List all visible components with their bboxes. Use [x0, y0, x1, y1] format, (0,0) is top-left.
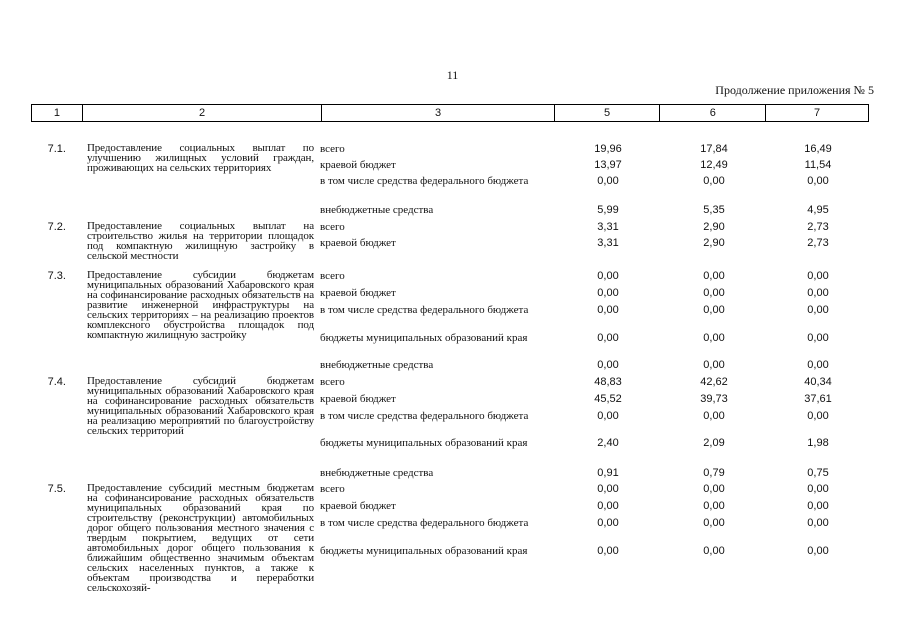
- row-description: Предоставление социальных выплат по улучшению жилищных условий граждан, проживающих на сельских территориях: [86, 142, 314, 174]
- header-col-2: 2: [83, 105, 322, 121]
- funding-lines: [320, 376, 869, 483]
- funding-source-label: внебюджетные средства: [320, 204, 434, 216]
- value-col-5: 5,99: [597, 204, 619, 216]
- value-col-6: 0,00: [703, 410, 725, 422]
- funding-line: [320, 359, 869, 376]
- funding-line: [320, 393, 869, 410]
- value-col-6: 0,00: [703, 175, 725, 187]
- value-col-5: 3,31: [597, 221, 619, 233]
- funding-source-label: краевой бюджет: [320, 500, 396, 512]
- value-col-7: 0,00: [807, 175, 829, 187]
- page-number: 11: [446, 68, 459, 82]
- value-col-5: 2,40: [597, 437, 619, 449]
- funding-line: [320, 437, 869, 467]
- funding-source-label: краевой бюджет: [320, 287, 396, 299]
- funding-line: [320, 221, 869, 237]
- value-col-7: 0,00: [807, 483, 829, 495]
- value-col-5: 0,00: [597, 175, 619, 187]
- row-description: Предоставление субсидий местным бюджетам на софинансирование расходных обязательств муниципальных образований края по строительству (реконструкции) автомобильных дорог общего пользования местного значения с твердым покрытием, ведущих от сети автомобильных дорог общего пользования к ближайшим общественно значимым объектам сельских населенных пунктов, а также к объектам производства и переработки сельскохозяй-: [86, 482, 314, 594]
- funding-line: [320, 287, 869, 304]
- funding-line: [320, 304, 869, 332]
- value-col-6: 0,00: [703, 483, 725, 495]
- value-col-6: 39,73: [700, 393, 728, 405]
- funding-lines: [320, 270, 869, 376]
- funding-line: [320, 500, 869, 517]
- funding-line: [320, 270, 869, 287]
- funding-source-label: всего: [320, 483, 345, 495]
- value-col-6: 0,00: [703, 517, 725, 529]
- value-col-6: 12,49: [700, 159, 728, 171]
- value-col-6: 0,00: [703, 287, 725, 299]
- value-col-7: 0,00: [807, 304, 829, 316]
- value-col-7: 2,73: [807, 237, 829, 249]
- funding-line: [320, 159, 869, 175]
- value-col-6: 5,35: [703, 204, 725, 216]
- funding-line: [320, 237, 869, 270]
- value-col-5: 0,91: [597, 467, 619, 479]
- value-col-7: 11,54: [804, 159, 832, 171]
- header-col-7: 7: [814, 107, 821, 119]
- header-col-5: 5: [555, 105, 661, 121]
- funding-line: [320, 545, 869, 572]
- header-col-1: 1: [32, 105, 83, 121]
- funding-line: [320, 467, 869, 483]
- continuation-label: Продолжение приложения № 5: [715, 83, 874, 97]
- value-col-5: 13,97: [594, 159, 622, 171]
- value-col-6: 0,00: [703, 332, 725, 344]
- value-col-5: 0,00: [597, 270, 619, 282]
- value-col-7: 0,00: [807, 545, 829, 557]
- funding-source-label: краевой бюджет: [320, 237, 396, 249]
- funding-source-label: внебюджетные средства: [320, 467, 434, 479]
- funding-line: [320, 376, 869, 393]
- value-col-7: 0,00: [807, 500, 829, 512]
- funding-source-label: в том числе средства федерального бюджета: [320, 304, 529, 316]
- value-col-6: 0,00: [703, 500, 725, 512]
- table-row: [31, 221, 869, 270]
- funding-line: [320, 483, 869, 500]
- value-col-7: 0,00: [807, 332, 829, 344]
- funding-source-label: бюджеты муниципальных образований края: [320, 437, 528, 449]
- funding-line: [320, 175, 869, 204]
- value-col-6: 0,00: [703, 545, 725, 557]
- value-col-5: 0,00: [597, 359, 619, 371]
- value-col-5: 0,00: [597, 500, 619, 512]
- row-number: 7.1.: [47, 143, 66, 155]
- funding-line: [320, 517, 869, 545]
- value-col-7: 37,61: [804, 393, 832, 405]
- value-col-7: 0,00: [807, 359, 829, 371]
- value-col-6: 0,00: [703, 270, 725, 282]
- value-col-5: 0,00: [597, 517, 619, 529]
- funding-line: [320, 332, 869, 359]
- row-number: 7.5.: [47, 483, 66, 495]
- value-col-5: 48,83: [594, 376, 622, 388]
- value-col-7: 2,73: [807, 221, 829, 233]
- value-col-6: 2,90: [703, 237, 725, 249]
- row-description: Предоставление субсидий бюджетам муниципальных образований Хабаровского края на софинансирование расходных обязательств муниципальных образований Хабаровского края на реализацию мероприятий по благоустройству сельских территорий: [86, 375, 314, 437]
- value-col-7: 0,75: [807, 467, 829, 479]
- row-number: 7.2.: [47, 221, 66, 233]
- funding-source-label: всего: [320, 143, 345, 155]
- value-col-7: 1,98: [807, 437, 829, 449]
- value-col-5: 19,96: [594, 143, 622, 155]
- value-col-6: 42,62: [700, 376, 728, 388]
- value-col-6: 0,00: [703, 304, 725, 316]
- value-col-7: 0,00: [807, 270, 829, 282]
- row-number: 7.3.: [47, 270, 66, 282]
- header-col-6: 6: [660, 105, 766, 121]
- value-col-7: 4,95: [807, 204, 829, 216]
- value-col-5: 45,52: [594, 393, 622, 405]
- value-col-5: 0,00: [597, 483, 619, 495]
- funding-source-label: всего: [320, 376, 345, 388]
- value-col-7: 16,49: [804, 143, 832, 155]
- funding-source-label: в том числе средства федерального бюджета: [320, 410, 529, 422]
- table-row: [31, 376, 869, 483]
- value-col-5: 0,00: [597, 287, 619, 299]
- funding-source-label: всего: [320, 270, 345, 282]
- funding-source-label: всего: [320, 221, 345, 233]
- value-col-6: 0,79: [703, 467, 725, 479]
- funding-line: [320, 204, 869, 221]
- funding-source-label: краевой бюджет: [320, 159, 396, 171]
- value-col-6: 17,84: [700, 143, 728, 155]
- funding-source-label: бюджеты муниципальных образований края: [320, 332, 528, 344]
- funding-source-label: бюджеты муниципальных образований края: [320, 545, 528, 557]
- table-header: [31, 104, 869, 122]
- row-description: Предоставление субсидии бюджетам муниципальных образований Хабаровского края на софинансирование расходных обязательств на развитие инженерной инфраструктуры на сельских территориях – на реализацию проектов комплексного обустройства площадок под компактную жилищную застройку: [86, 269, 314, 341]
- funding-line: [320, 410, 869, 437]
- value-col-5: 0,00: [597, 545, 619, 557]
- value-col-5: 0,00: [597, 410, 619, 422]
- header-col-3: 3: [322, 105, 554, 121]
- table-row: [31, 483, 869, 594]
- funding-source-label: в том числе средства федерального бюджета: [320, 517, 529, 529]
- table-row: [31, 143, 869, 221]
- funding-lines: [320, 483, 869, 594]
- value-col-6: 2,09: [703, 437, 725, 449]
- funding-lines: [320, 143, 869, 221]
- value-col-6: 0,00: [703, 359, 725, 371]
- value-col-7: 0,00: [807, 410, 829, 422]
- funding-lines: [320, 221, 869, 270]
- funding-source-label: внебюджетные средства: [320, 359, 434, 371]
- row-number: 7.4.: [47, 376, 66, 388]
- funding-line: [320, 143, 869, 159]
- table-row: [31, 270, 869, 376]
- funding-source-label: краевой бюджет: [320, 393, 396, 405]
- value-col-6: 2,90: [703, 221, 725, 233]
- table-body: [31, 143, 869, 594]
- value-col-7: 40,34: [804, 376, 832, 388]
- row-description: Предоставление социальных выплат на строительство жилья на территории площадок под компактную жилищную застройку в сельской местности: [86, 220, 314, 262]
- value-col-5: 0,00: [597, 304, 619, 316]
- value-col-5: 3,31: [597, 237, 619, 249]
- value-col-7: 0,00: [807, 287, 829, 299]
- funding-source-label: в том числе средства федерального бюджета: [320, 175, 529, 187]
- value-col-7: 0,00: [807, 517, 829, 529]
- value-col-5: 0,00: [597, 332, 619, 344]
